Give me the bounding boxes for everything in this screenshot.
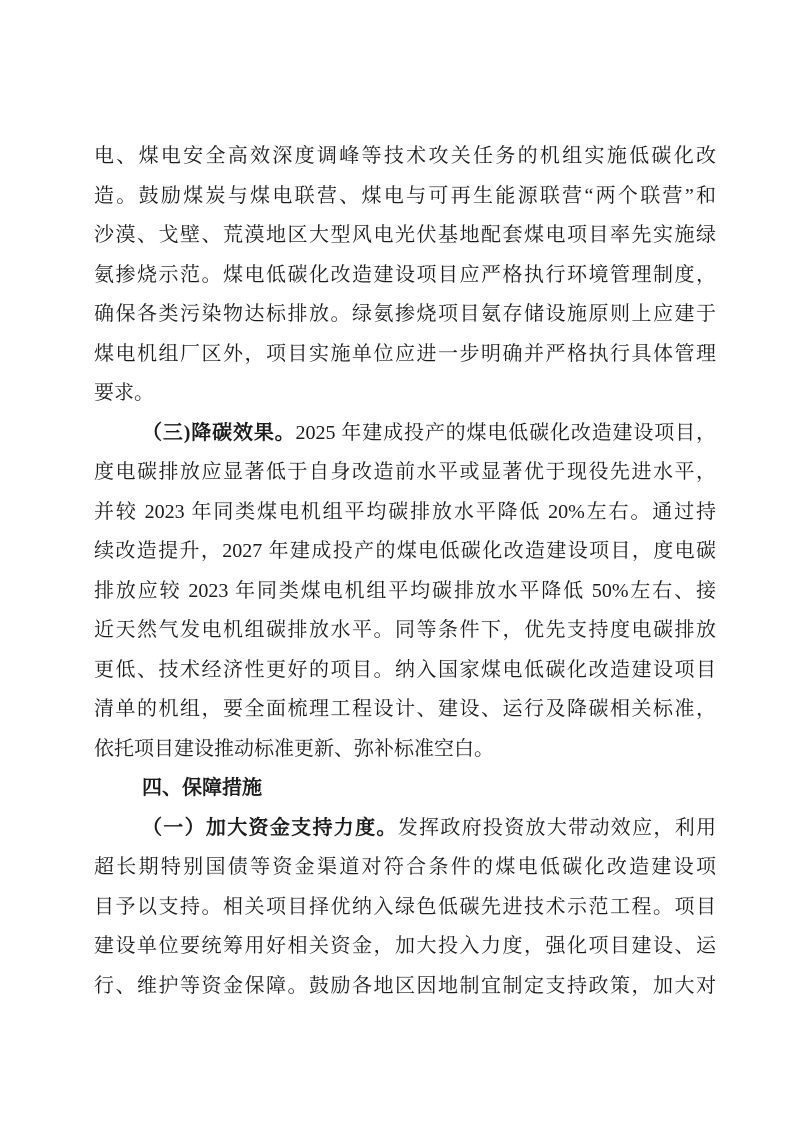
body-text-line: 煤电机组厂区外，项目实施单位应进一步明确并严格执行具体管理 bbox=[94, 342, 716, 365]
body-text-line: 超长期特别国债等资金渠道对符合条件的煤电低碳化改造建设项 bbox=[94, 856, 716, 878]
body-text-line: 行、维护等资金保障。鼓励各地区因地制宜制定支持政策，加大对 bbox=[94, 974, 716, 997]
body-text-line bbox=[94, 414, 716, 454]
body-text-line: 更低、技术经济性更好的项目。纳入国家煤电低碳化改造建设项目 bbox=[94, 658, 716, 681]
body-text-line: 并较 2023 年同类煤电机组平均碳排放水平降低 20%左右。通过持 bbox=[94, 500, 716, 523]
body-text-line: 目予以支持。相关项目择优纳入绿色低碳先进技术示范工程。项目 bbox=[94, 895, 716, 918]
body-text-line bbox=[94, 809, 716, 849]
body-text-line: 沙漠、戈壁、荒漠地区大型风电光伏基地配套煤电项目率先实施绿 bbox=[94, 224, 716, 246]
body-text-line: 依托项目建设推动标准更新、弥补标准空白。 bbox=[94, 737, 494, 760]
body-text-line: 清单的机组，要全面梳理工程设计、建设、运行及降碳相关标准， bbox=[94, 698, 716, 720]
body-text-segment: 2025 年建成投产的煤电低碳化改造建设项目， bbox=[295, 421, 716, 444]
document-text-block bbox=[94, 137, 716, 1006]
body-text-line: 电、煤电安全高效深度调峰等技术攻关任务的机组实施低碳化改 bbox=[94, 145, 716, 167]
body-text-line: 建设单位要统筹用好相关资金，加大投入力度，强化项目建设、运 bbox=[94, 935, 716, 957]
body-text-line: 排放应较 2023 年同类煤电机组平均碳排放水平降低 50%左右、接 bbox=[94, 579, 716, 602]
subsection-lead: （一）加大资金支持力度。 bbox=[142, 816, 398, 839]
body-text-line: 度电碳排放应显著低于自身改造前水平或显著优于现役先进水平， bbox=[94, 461, 716, 483]
body-text-segment: 发挥政府投资放大带动效应，利用 bbox=[397, 816, 716, 839]
body-text-line: 要求。 bbox=[94, 382, 154, 404]
subsection-lead: （三)降碳效果。 bbox=[142, 421, 296, 444]
body-text-line: 氨掺烧示范。煤电低碳化改造建设项目应严格执行环境管理制度， bbox=[94, 263, 716, 286]
body-text-line: 近天然气发电机组碳排放水平。同等条件下，优先支持度电碳排放 bbox=[94, 619, 716, 641]
body-text-line: 确保各类污染物达标排放。绿氨掺烧项目氨存储设施原则上应建于 bbox=[94, 303, 716, 325]
body-text-line: 造。鼓励煤炭与煤电联营、煤电与可再生能源联营“两个联营”和 bbox=[94, 184, 716, 207]
section-heading: 四、保障措施 bbox=[142, 777, 262, 799]
body-text-line: 续改造提升，2027 年建成投产的煤电低碳化改造建设项目，度电碳 bbox=[94, 540, 716, 562]
